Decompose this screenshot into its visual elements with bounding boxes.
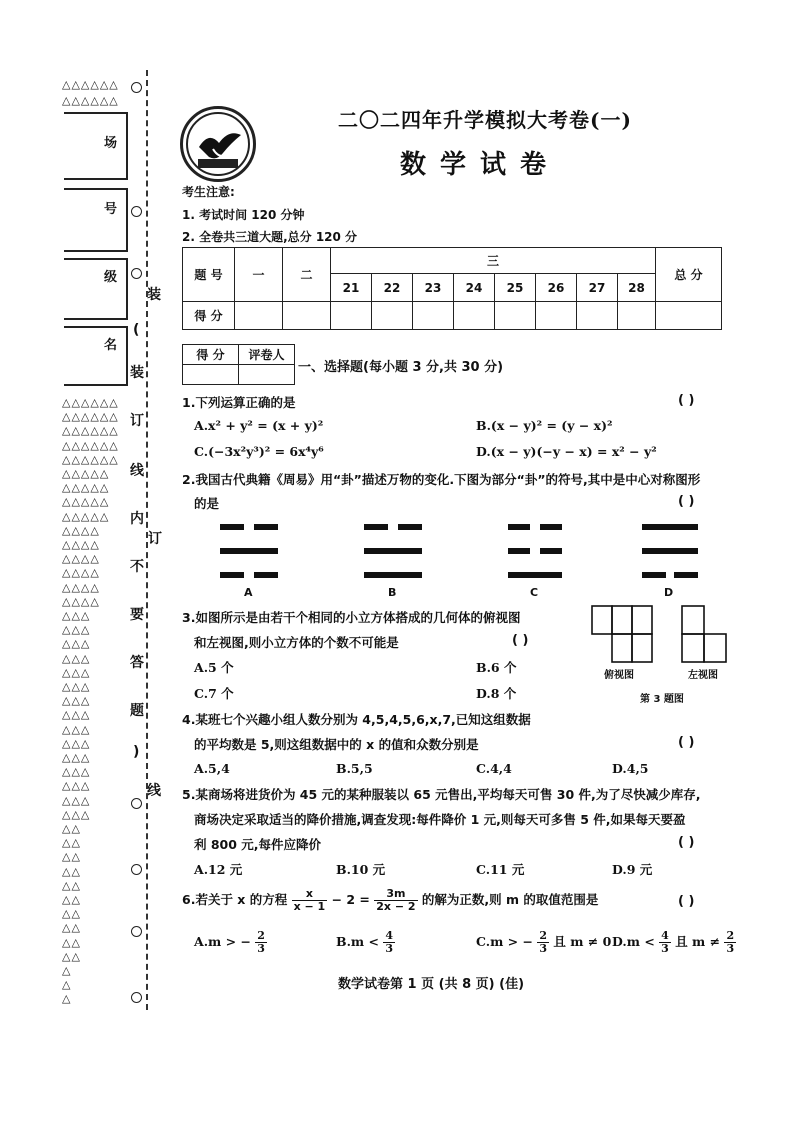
q6-fraction-1: [292, 888, 328, 913]
section-score-cell[interactable]: [183, 365, 239, 385]
score-number: 22: [372, 274, 413, 302]
trigram-b-label: B: [388, 586, 397, 599]
triangle-row: △△△: [62, 722, 91, 736]
trigram-a-line: [220, 572, 244, 578]
score-cell[interactable]: [283, 302, 331, 330]
q1-option-a: A.x² + y² = (x + y)²: [194, 418, 324, 433]
q6-stem-mid: − 2 =: [331, 892, 370, 907]
binding-char: 线: [147, 783, 161, 799]
trigram-a-line: [220, 524, 244, 530]
trigram-c-line: [508, 524, 530, 530]
q3-option-c: C.7 个: [194, 686, 234, 701]
q3-figure: [590, 604, 740, 668]
score-total-label: 总 分: [656, 248, 722, 302]
seat-number-label: 号: [104, 202, 118, 217]
school-logo: [180, 106, 256, 182]
q1-stem: 1.下列运算正确的是: [182, 395, 296, 410]
q6-option-d-fraction-2: [724, 930, 736, 955]
q3-option-b: B.6 个: [476, 660, 517, 675]
q6-option-c-text: C.m > −: [476, 934, 533, 949]
score-number: 28: [618, 274, 656, 302]
q3-top-view-label: 俯视图: [604, 670, 634, 681]
q3-figure-caption: 第 3 题图: [640, 694, 684, 705]
binding-char: (: [133, 322, 140, 338]
q3-stem-line2: 和左视图,则小立方体的个数不可能是: [194, 635, 399, 650]
triangle-row: △△: [62, 921, 81, 935]
q1-option-c: C.(−3x²y³)² = 6x⁴y⁶: [194, 444, 324, 459]
triangle-row: △△△: [62, 680, 91, 693]
trigram-d-line: [642, 524, 698, 530]
score-cell[interactable]: [413, 302, 454, 330]
triangle-row: △: [62, 964, 72, 977]
triangle-row: △△△△△△: [62, 94, 119, 107]
triangle-row: △△△△: [62, 594, 100, 608]
trigram-c-line: [508, 548, 530, 554]
score-cell[interactable]: [372, 302, 413, 330]
section-title: 一、选择题(每小题 3 分,共 30 分): [298, 360, 504, 375]
triangle-row: △△: [62, 893, 81, 906]
q6-frac1-den: x − 1: [293, 900, 326, 913]
score-group-label: 三: [331, 248, 656, 274]
binding-hole: [131, 864, 142, 875]
triangle-row: △△△: [62, 793, 91, 807]
triangle-row: △△△△△△: [62, 396, 119, 409]
q4-stem-line2: 的平均数是 5,则这组数据中的 x 的值和众数分别是: [194, 737, 479, 752]
name-label: 名: [104, 338, 118, 353]
triangle-row: △△: [62, 836, 81, 850]
frac-num: 2: [539, 929, 547, 942]
frac-den: 3: [257, 942, 265, 955]
binding-hole: [131, 992, 142, 1003]
q6-frac2-den: 2x − 2: [376, 900, 416, 913]
q2-stem-line2: 的是: [194, 496, 220, 511]
frac-num: 2: [257, 929, 265, 942]
q6-option-c-fraction: [537, 930, 549, 955]
class-box: [64, 258, 128, 320]
score-number: 27: [577, 274, 618, 302]
trigram-d-label: D: [664, 586, 674, 599]
triangle-row: △: [62, 992, 72, 1006]
trigram-c-line: [508, 572, 562, 578]
score-col: 一: [235, 248, 283, 302]
q4-answer-paren[interactable]: ( ): [678, 735, 695, 750]
triangle-row: △△△△△△: [62, 438, 119, 452]
triangle-row: △△△: [62, 651, 91, 665]
frac-den: 3: [385, 942, 393, 955]
trigram-b-line: [364, 548, 422, 554]
q5-answer-paren[interactable]: ( ): [678, 835, 695, 850]
binding-char: 内: [130, 511, 144, 527]
q4-stem-line1: 4.某班七个兴趣小组人数分别为 4,5,4,5,6,x,7,已知这组数据: [182, 712, 531, 727]
q6-fraction-2: [374, 888, 417, 913]
triangle-row: △△△△△△: [62, 424, 119, 438]
notice-item: 2. 全卷共三道大题,总分 120 分: [182, 230, 358, 244]
triangle-row: △△△: [62, 637, 91, 651]
score-cell[interactable]: [618, 302, 656, 330]
trigram-a-label: A: [244, 586, 253, 599]
q6-answer-paren[interactable]: ( ): [678, 894, 695, 909]
class-label: 级: [104, 270, 118, 285]
q2-answer-paren[interactable]: ( ): [678, 494, 695, 509]
q3-answer-paren[interactable]: ( ): [512, 633, 529, 648]
q6-option-d-fraction: [659, 930, 671, 955]
q5-option-d: D.9 元: [612, 862, 653, 877]
binding-char: 订: [148, 531, 162, 547]
score-number: 26: [536, 274, 577, 302]
q6-option-d: [612, 930, 736, 955]
binding-hole: [131, 206, 142, 217]
score-number: 23: [413, 274, 454, 302]
triangle-row: △△: [62, 949, 81, 963]
page-footer: 数学试卷第 1 页 (共 8 页) (佳): [338, 977, 525, 992]
q5-option-a: A.12 元: [194, 862, 243, 877]
q6-stem: [182, 888, 598, 913]
triangle-row: △△: [62, 822, 81, 835]
q1-option-b: B.(x − y)² = (y − x)²: [476, 418, 613, 433]
triangle-row: △△△: [62, 623, 91, 637]
q5-stem-line2: 商场决定采取适当的降价措施,调查发现:每件降价 1 元,则每天可多售 5 件,如果每天要盈: [194, 812, 686, 827]
trigram-a-line: [254, 524, 278, 530]
score-cell[interactable]: [536, 302, 577, 330]
score-number: 25: [495, 274, 536, 302]
binding-hole: [131, 798, 142, 809]
triangle-row: △△: [62, 850, 81, 864]
q4-option-c: C.4,4: [476, 761, 512, 776]
score-cell[interactable]: [454, 302, 495, 330]
trigram-b-line: [364, 524, 388, 530]
q6-frac1-num: x: [292, 888, 328, 901]
section-score-label: 得 分: [183, 345, 239, 365]
q6-option-a-fraction: [255, 930, 267, 955]
triangle-row: △△△△△: [62, 467, 110, 480]
q6-option-d-condition: 且 m ≠: [675, 934, 721, 949]
triangle-row: △△△△△: [62, 481, 110, 495]
q6-option-c: [476, 930, 611, 955]
trigram-c-line: [540, 524, 562, 530]
binding-char: 订: [130, 413, 144, 429]
section-grader-cell[interactable]: [239, 365, 295, 385]
triangle-row: △△△△△△: [62, 78, 119, 91]
binding-char: 装: [147, 287, 161, 303]
triangle-row: △△△△△: [62, 495, 110, 509]
trigram-c-line: [540, 548, 562, 554]
score-cell[interactable]: [656, 302, 722, 330]
frac-num: 4: [385, 929, 393, 942]
triangle-row: △△△△: [62, 580, 100, 594]
score-cell[interactable]: [331, 302, 372, 330]
binding-hole: [131, 82, 142, 93]
score-header-label: 题 号: [183, 248, 235, 302]
binding-dashed-line: [146, 70, 148, 1010]
exam-subject-title: 数学试卷: [400, 150, 561, 180]
triangle-row: △△△: [62, 751, 91, 764]
q6-option-d-text: D.m <: [612, 934, 655, 949]
trigram-b-line: [398, 524, 422, 530]
q4-option-a: A.5,4: [194, 761, 230, 776]
score-cell[interactable]: [577, 302, 618, 330]
trigram-a-line: [220, 548, 278, 554]
binding-char: 不: [130, 559, 144, 575]
frac-den: 3: [539, 942, 547, 955]
q6-option-a-text: A.m > −: [194, 934, 251, 949]
trigram-a-line: [254, 572, 278, 578]
name-box: [64, 326, 128, 386]
binding-char: 题: [130, 703, 144, 719]
q6-option-b-fraction: [383, 930, 395, 955]
q3-left-view-label: 左视图: [688, 670, 718, 681]
q5-stem-line3: 利 800 元,每件应降价: [194, 837, 322, 852]
q5-option-b: B.10 元: [336, 862, 386, 877]
q6-stem-post: 的解为正数,则 m 的取值范围是: [421, 892, 599, 907]
score-table: [182, 247, 722, 330]
score-number: 24: [454, 274, 495, 302]
notice-heading: 考生注意:: [182, 185, 235, 199]
triangle-row: △△△: [62, 765, 91, 779]
triangle-row: △△△: [62, 609, 91, 622]
q1-option-d: D.(x − y)(−y − x) = x² − y²: [476, 444, 657, 459]
frac-num: 4: [661, 929, 669, 942]
q6-frac2-num: 3m: [374, 888, 417, 901]
q3-stem-line1: 3.如图所示是由若干个相同的小立方体搭成的几何体的俯视图: [182, 610, 521, 625]
q3-option-d: D.8 个: [476, 686, 517, 701]
score-number: 21: [331, 274, 372, 302]
frac-num: 2: [726, 929, 735, 942]
triangle-row: △△△: [62, 779, 91, 793]
trigram-b-line: [364, 572, 422, 578]
triangle-row: △△: [62, 907, 81, 921]
exam-room-box: [64, 112, 128, 180]
binding-char: ): [133, 744, 140, 760]
triangle-row: △△△: [62, 694, 91, 708]
triangle-row: △△: [62, 878, 81, 892]
triangle-row: △△: [62, 864, 81, 878]
exam-room-label: 场: [104, 136, 118, 151]
binding-hole: [131, 926, 142, 937]
q4-option-d: D.4,5: [612, 761, 649, 776]
triangle-row: △△△△: [62, 523, 100, 537]
seat-number-box: [64, 188, 128, 252]
binding-char: 要: [130, 607, 144, 623]
q2-stem-line1: 2.我国古代典籍《周易》用“卦”描述万物的变化.下图为部分“卦”的符号,其中是中心对称图形: [182, 472, 701, 487]
frac-den: 3: [661, 942, 669, 955]
q6-stem-pre: 6.若关于 x 的方程: [182, 892, 288, 907]
triangle-row: △△△△: [62, 552, 100, 566]
trigram-d-line: [642, 572, 666, 578]
score-row-label: 得 分: [183, 302, 235, 330]
score-cell[interactable]: [495, 302, 536, 330]
binding-hole: [131, 268, 142, 279]
triangle-row: △△△△△△: [62, 410, 119, 424]
binding-char: 答: [130, 655, 144, 671]
q6-option-b: [336, 930, 395, 955]
triangle-row: △△△△△: [62, 509, 110, 523]
triangle-row: △△△△△△: [62, 452, 119, 466]
section-score-table: [182, 344, 295, 385]
q5-stem-line1: 5.某商场将进货价为 45 元的某种服装以 65 元售出,平均每天可售 30 件,为了尽快减少库存,: [182, 787, 701, 802]
notice-item: 1. 考试时间 120 分钟: [182, 208, 305, 222]
trigram-c-label: C: [530, 586, 539, 599]
triangle-row: △△△△: [62, 538, 100, 551]
trigram-d-line: [674, 572, 698, 578]
triangle-row: △△△: [62, 665, 91, 679]
triangle-row: △△△: [62, 807, 91, 821]
q5-option-c: C.11 元: [476, 862, 525, 877]
triangle-row: △: [62, 978, 72, 992]
binding-char: 装: [130, 365, 144, 381]
q1-answer-paren[interactable]: ( ): [678, 393, 695, 408]
q6-option-b-text: B.m <: [336, 934, 379, 949]
score-cell[interactable]: [235, 302, 283, 330]
binding-char: 线: [130, 463, 144, 479]
q4-option-b: B.5,5: [336, 761, 373, 776]
score-col: 二: [283, 248, 331, 302]
exam-title: 二〇二四年升学模拟大考卷(一): [338, 108, 632, 132]
q6-option-a: [194, 930, 267, 955]
trigram-d-line: [642, 548, 698, 554]
frac-den: 3: [726, 942, 735, 955]
triangle-row: △△: [62, 935, 81, 949]
triangle-row: △△△: [62, 736, 91, 750]
triangle-row: △△△△: [62, 566, 100, 580]
q3-option-a: A.5 个: [194, 660, 234, 675]
q6-option-c-condition: 且 m ≠ 0: [553, 934, 612, 949]
section-grader-label: 评卷人: [239, 345, 295, 365]
triangle-row: △△△: [62, 708, 91, 722]
